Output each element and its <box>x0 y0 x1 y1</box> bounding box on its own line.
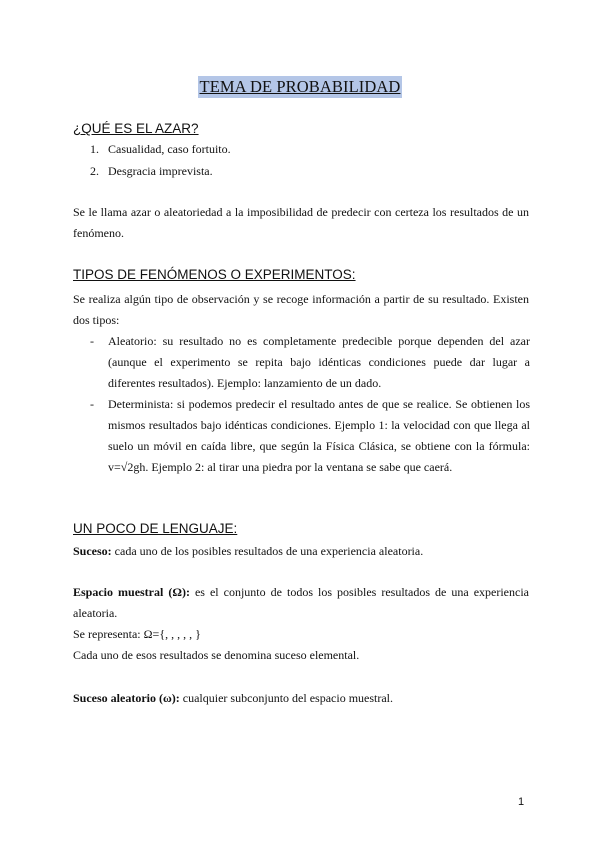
section-heading-tipos: TIPOS DE FENÓMENOS O EXPERIMENTOS: <box>73 267 356 282</box>
page-number: 1 <box>518 796 525 808</box>
term-espacio-muestral: Espacio muestral (Ω): <box>73 585 190 599</box>
list-item <box>90 331 530 394</box>
list-item <box>90 163 213 179</box>
elemental-line: Cada uno de esos resultados se denomina suceso elemental. <box>73 648 360 662</box>
bullet-list <box>90 331 530 478</box>
bullet-dash: - <box>90 397 94 411</box>
bullet-text: Aleatorio: su resultado no es completamente predecible porque dependen del azar (aunque el experimento se repita bajo idénticas condiciones puede dar lugar a diferentes resultados). Ejemplo: lanzamiento de un dado. <box>108 334 530 390</box>
list-item <box>90 141 231 157</box>
definition-text: es el conjunto de todos los posibles resultados de una experiencia aleatoria. <box>73 585 529 620</box>
term-suceso-aleatorio: Suceso aleatorio (ω): <box>73 691 180 705</box>
title-wrap <box>0 76 600 98</box>
section-heading-lenguaje: UN POCO DE LENGUAJE: <box>73 521 238 536</box>
bullet-dash: - <box>90 334 94 348</box>
term-suceso: Suceso: <box>73 544 112 558</box>
list-item <box>90 394 530 478</box>
list-number: 1. <box>90 142 99 156</box>
paragraph-tipos-intro: Se realiza algún tipo de observación y se recoge información a partir de su resultado. Existen dos tipos: <box>73 292 529 327</box>
list-number: 2. <box>90 164 99 178</box>
definition-suceso-aleatorio <box>73 688 529 709</box>
definition-text: cada uno de los posibles resultados de una experiencia aleatoria. <box>111 544 424 558</box>
definition-text: cualquier subconjunto del espacio muestral. <box>179 691 394 705</box>
page-title: TEMA DE PROBABILIDAD <box>199 77 401 96</box>
representation-line: Se representa: Ω={, , , , , } <box>73 627 201 641</box>
list-text: Casualidad, caso fortuito. <box>108 142 231 156</box>
list-text: Desgracia imprevista. <box>108 164 213 178</box>
bullet-text: Determinista: si podemos predecir el resultado antes de que se realice. Se obtienen los mismos resultados bajo idénticas condiciones. Ejemplo 1: la velocidad con que llega al suelo un móvil en caída libre, que según la Física Clásica, se obtiene con la fórmula: v=√2gh. Ejemplo 2: al tirar una piedra por la ventana se sabe que caerá. <box>108 397 530 474</box>
definition-espacio-muestral <box>73 582 529 624</box>
definition-suceso <box>73 541 529 562</box>
paragraph-azar: Se le llama azar o aleatoriedad a la imposibilidad de predecir con certeza los resultados de un fenómeno. <box>73 205 529 240</box>
section-heading-azar: ¿QUÉ ES EL AZAR? <box>73 121 199 136</box>
